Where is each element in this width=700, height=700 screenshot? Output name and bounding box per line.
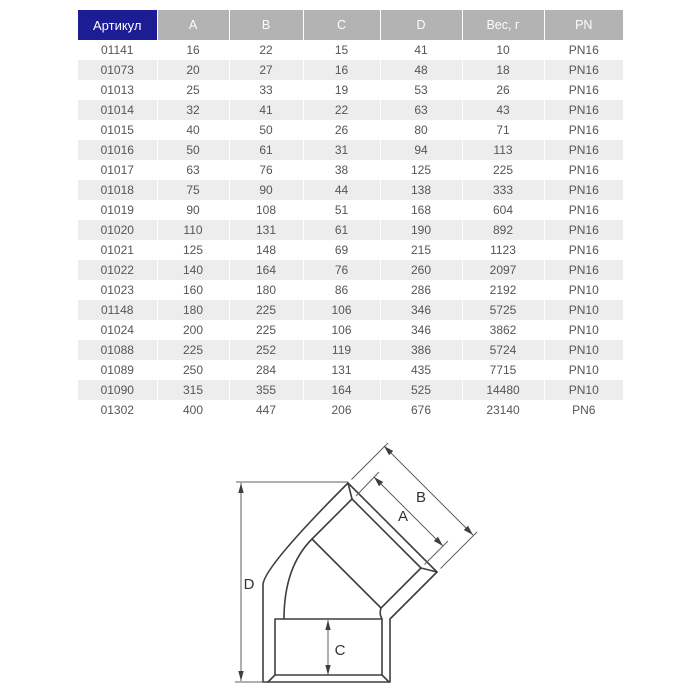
dimension-label-b: B	[415, 489, 427, 506]
table-cell: 252	[229, 340, 303, 360]
table-cell: 5724	[462, 340, 544, 360]
table-cell: 01017	[100, 163, 134, 177]
table-cell: 25	[157, 80, 229, 100]
table-cell: 190	[380, 220, 462, 240]
table-cell: 01073	[78, 60, 157, 80]
table-cell: 01088	[78, 340, 157, 360]
table-cell: 01023	[100, 283, 134, 297]
table-cell: 355	[229, 380, 303, 400]
table-cell: 33	[229, 80, 303, 100]
table-cell: 131	[229, 220, 303, 240]
table-cell: 164	[229, 260, 303, 280]
table-cell: 22	[229, 40, 303, 60]
table-cell: 168	[380, 200, 462, 220]
table-cell: PN16	[544, 80, 623, 100]
table-cell: 286	[380, 280, 462, 300]
table-cell: 284	[229, 360, 303, 380]
table-cell: 400	[157, 400, 229, 420]
table-cell: 333	[462, 180, 544, 200]
table-cell: 5725	[462, 300, 544, 320]
table-cell: 525	[380, 380, 462, 400]
table-cell: PN10	[544, 300, 623, 320]
table-cell: 315	[157, 380, 229, 400]
table-cell: 148	[229, 240, 303, 260]
table-cell: 90	[229, 180, 303, 200]
table-cell: 63	[380, 100, 462, 120]
table-cell: PN16	[544, 100, 623, 120]
dimension-label-a: A	[397, 508, 409, 525]
table-cell: 50	[229, 120, 303, 140]
table-cell: 50	[157, 140, 229, 160]
table-cell: 76	[303, 260, 380, 280]
table-cell: 3862	[462, 320, 544, 340]
table-cell: 43	[462, 100, 544, 120]
table-cell: 110	[157, 220, 229, 240]
table-cell: PN10	[544, 380, 623, 400]
column-header: PN	[544, 10, 623, 40]
dimension-label-d: D	[243, 576, 255, 593]
table-cell: 113	[462, 140, 544, 160]
column-header: D	[380, 10, 462, 40]
table-cell: 19	[303, 80, 380, 100]
table-cell: PN16	[544, 120, 623, 140]
table-cell: 260	[380, 260, 462, 280]
table-cell: PN10	[544, 280, 623, 300]
table-cell: 108	[229, 200, 303, 220]
table-cell: 125	[157, 240, 229, 260]
table-cell: 23140	[462, 400, 544, 420]
table-cell: 48	[380, 60, 462, 80]
table-cell: 200	[157, 320, 229, 340]
table-cell: 01013	[100, 83, 134, 97]
table-cell: 180	[157, 300, 229, 320]
table-cell: 01148	[78, 300, 157, 320]
dimension-a	[356, 472, 448, 565]
table-cell: 7715	[462, 360, 544, 380]
table-cell: 01090	[78, 380, 157, 400]
column-header: C	[303, 10, 380, 40]
table-cell: PN16	[544, 200, 623, 220]
table-cell: 2192	[462, 280, 544, 300]
table-cell: PN6	[544, 400, 623, 420]
table-cell: 604	[462, 200, 544, 220]
table-cell: 676	[380, 400, 462, 420]
table-cell: 38	[303, 160, 380, 180]
table-cell: 435	[380, 360, 462, 380]
table-cell: 140	[157, 260, 229, 280]
table-cell: 01020	[78, 220, 157, 240]
table-cell: 106	[303, 300, 380, 320]
table-cell: 01019	[100, 203, 134, 217]
table-cell: 10	[462, 40, 544, 60]
table-cell: 40	[157, 120, 229, 140]
table-cell: 01141	[101, 43, 134, 57]
table-cell: 386	[380, 340, 462, 360]
table-cell: 26	[303, 120, 380, 140]
table-cell: PN16	[544, 40, 623, 60]
table-cell: 206	[303, 400, 380, 420]
table-cell: 31	[303, 140, 380, 160]
table-cell: 01021	[100, 243, 134, 257]
table-cell: 53	[380, 80, 462, 100]
table-cell: 125	[380, 160, 462, 180]
table-cell: PN16	[544, 220, 623, 240]
table-cell: 01022	[78, 260, 157, 280]
table-cell: 51	[303, 200, 380, 220]
table-cell: 346	[380, 320, 462, 340]
table-cell: 447	[229, 400, 303, 420]
table-cell: 164	[303, 380, 380, 400]
column-header-artikul: Артикул	[78, 10, 157, 40]
table-cell: 01302	[100, 403, 134, 417]
table-cell: PN16	[544, 60, 623, 80]
column-header: B	[229, 10, 303, 40]
table-cell: 138	[380, 180, 462, 200]
table-cell: 22	[303, 100, 380, 120]
elbow-outline	[263, 483, 437, 682]
table-cell: 225	[229, 320, 303, 340]
dimension-label-c: C	[334, 642, 346, 659]
table-cell: PN10	[544, 360, 623, 380]
table-cell: 14480	[462, 380, 544, 400]
table-cell: 01024	[100, 323, 134, 337]
table-cell: PN16	[544, 180, 623, 200]
dimension-d	[235, 482, 348, 682]
table-cell: PN10	[544, 340, 623, 360]
table-cell: 131	[303, 360, 380, 380]
table-cell: 63	[157, 160, 229, 180]
table-cell: 16	[157, 40, 229, 60]
table-cell: 250	[157, 360, 229, 380]
table-cell: PN16	[544, 260, 623, 280]
table-cell: 346	[380, 300, 462, 320]
table-cell: 75	[157, 180, 229, 200]
table-cell: 86	[303, 280, 380, 300]
table-cell: 26	[462, 80, 544, 100]
table-cell: 160	[157, 280, 229, 300]
table-cell: 61	[229, 140, 303, 160]
table-cell: 69	[303, 240, 380, 260]
table-cell: 94	[380, 140, 462, 160]
table-cell: 225	[157, 340, 229, 360]
table-cell: 32	[157, 100, 229, 120]
table-cell: 180	[229, 280, 303, 300]
table-cell: 01014	[78, 100, 157, 120]
table-cell: 41	[380, 40, 462, 60]
table-cell: 71	[462, 120, 544, 140]
table-cell: 2097	[462, 260, 544, 280]
table-cell: 01089	[100, 363, 134, 377]
table-cell: 18	[462, 60, 544, 80]
column-header: A	[157, 10, 229, 40]
table-cell: 90	[157, 200, 229, 220]
table-cell: 892	[462, 220, 544, 240]
table-cell: 01015	[100, 123, 134, 137]
table-cell: 44	[303, 180, 380, 200]
column-header: Вес, г	[462, 10, 544, 40]
table-cell: 16	[303, 60, 380, 80]
table-cell: 01018	[78, 180, 157, 200]
table-cell: PN16	[544, 240, 623, 260]
table-cell: 1123	[462, 240, 544, 260]
table-cell: 61	[303, 220, 380, 240]
table-cell: 20	[157, 60, 229, 80]
table-cell: 15	[303, 40, 380, 60]
table-cell: 119	[303, 340, 380, 360]
table-cell: 76	[229, 160, 303, 180]
table-cell: PN16	[544, 140, 623, 160]
table-cell: 215	[380, 240, 462, 260]
table-cell: PN16	[544, 160, 623, 180]
table-cell: 225	[462, 160, 544, 180]
table-cell: 80	[380, 120, 462, 140]
table-cell: 225	[229, 300, 303, 320]
table-cell: 106	[303, 320, 380, 340]
table-cell: 01016	[78, 140, 157, 160]
table-cell: 27	[229, 60, 303, 80]
dimension-c	[325, 620, 345, 675]
table-cell: 41	[229, 100, 303, 120]
table-cell: PN10	[544, 320, 623, 340]
